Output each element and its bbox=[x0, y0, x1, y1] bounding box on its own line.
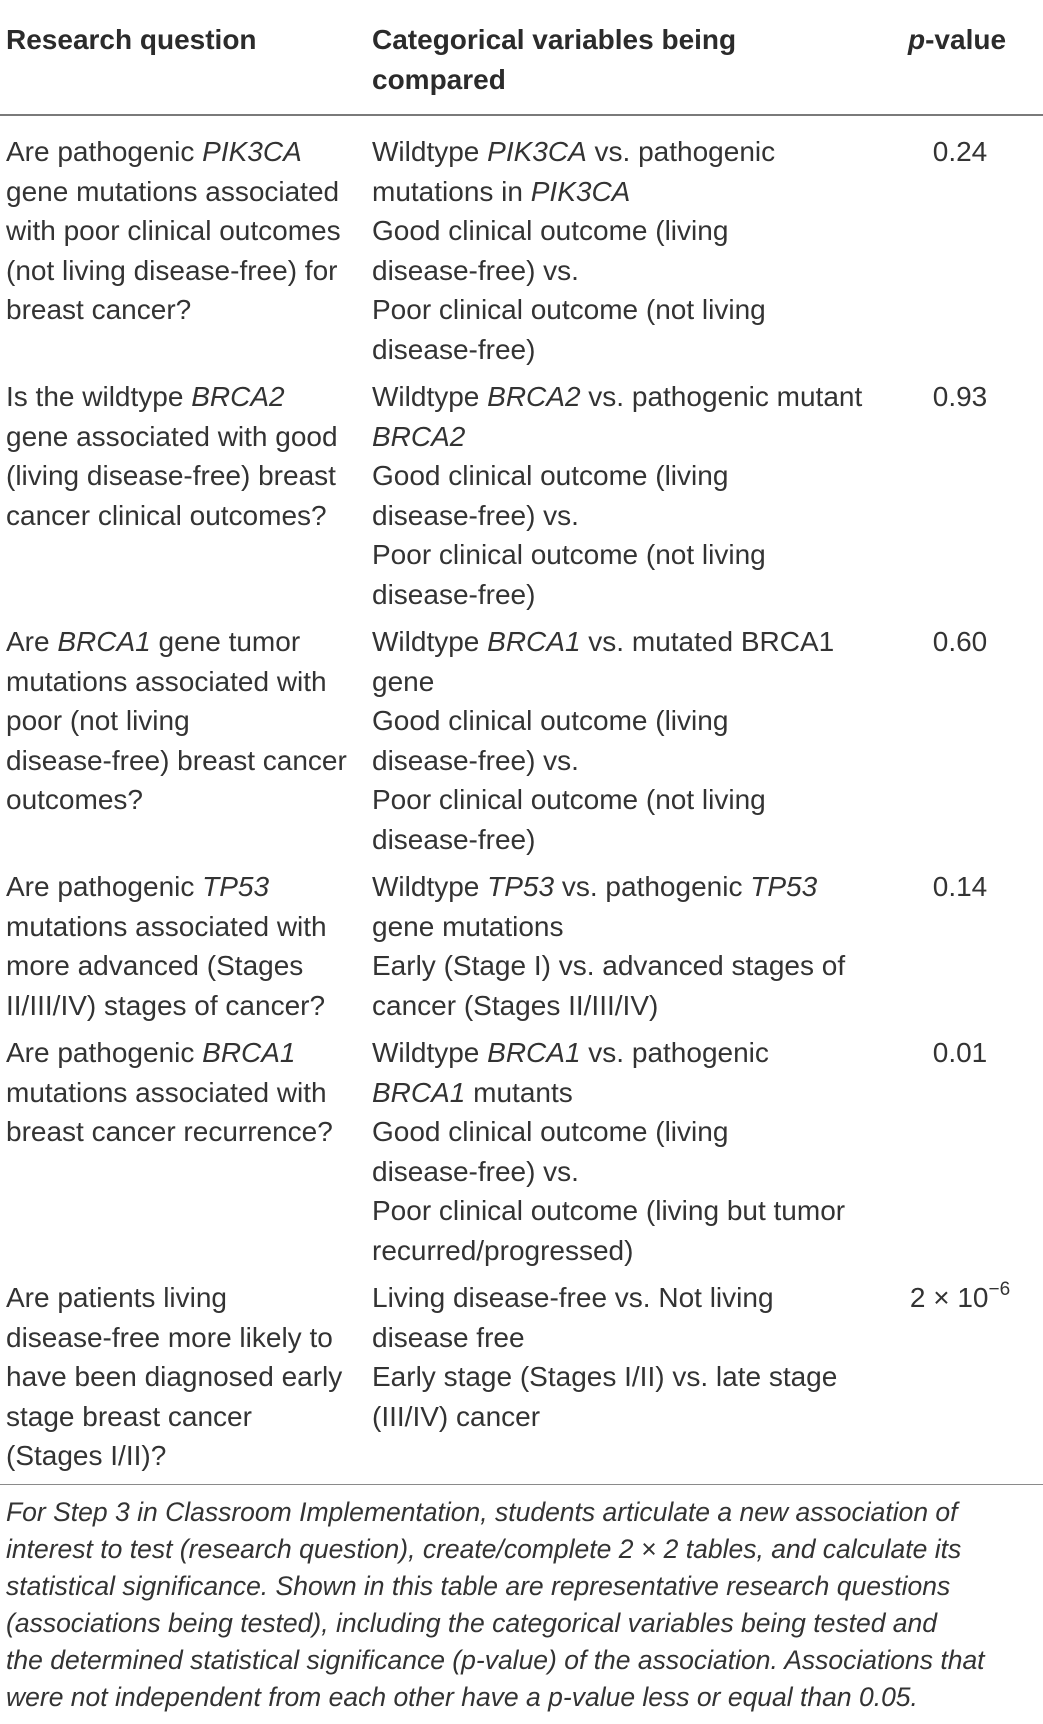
p-value-cell bbox=[900, 1033, 1020, 1073]
header-research-question: Research question bbox=[6, 24, 257, 55]
cell-line bbox=[372, 132, 892, 172]
cell-line bbox=[6, 377, 354, 417]
p-value-cell bbox=[900, 622, 1020, 662]
cell-text: cancer clinical outcomes? bbox=[6, 499, 327, 531]
cell-text: breast cancer recurrence? bbox=[6, 1116, 333, 1147]
cell-line bbox=[372, 1231, 892, 1271]
cell-text: Wildtype bbox=[372, 381, 488, 412]
header-p-italic: p bbox=[908, 24, 926, 55]
cell-line bbox=[6, 1033, 354, 1073]
caption-line: interest to test (research question), create/complete 2 × 2 tables, and calculate its bbox=[6, 1534, 962, 1564]
cell-line bbox=[6, 1073, 354, 1113]
p-value: 0.14 bbox=[932, 871, 988, 902]
cell-line bbox=[6, 867, 354, 907]
cell-text: Good clinical outcome (living bbox=[372, 705, 729, 736]
gene-name: PIK3CA bbox=[202, 136, 302, 167]
cell-text: Are pathogenic bbox=[6, 1037, 203, 1068]
cell-line bbox=[6, 741, 354, 781]
p-value: 0.01 bbox=[932, 1037, 988, 1068]
cell-line bbox=[372, 290, 892, 330]
cell-text: mutants bbox=[465, 1076, 573, 1108]
header-p-value bbox=[908, 20, 1006, 60]
cell-line bbox=[372, 986, 892, 1026]
cell-line bbox=[372, 575, 892, 615]
cell-line bbox=[372, 330, 892, 370]
cell-text: disease-free) vs. bbox=[372, 254, 579, 286]
cell-line bbox=[6, 417, 354, 457]
cell-text: Are pathogenic bbox=[6, 136, 203, 167]
cell-line bbox=[372, 1033, 892, 1073]
cell-line bbox=[372, 496, 892, 536]
cell-line bbox=[372, 1318, 892, 1358]
gene-name: TP53 bbox=[750, 871, 818, 902]
cell-line bbox=[372, 377, 892, 417]
cell-text: Good clinical outcome (living bbox=[372, 1116, 729, 1147]
cell-text: gene bbox=[372, 665, 435, 697]
cell-text: Wildtype bbox=[372, 136, 488, 167]
cell-text: recurred/progressed) bbox=[372, 1234, 634, 1266]
caption-line: the determined statistical significance (p-value) of the association. Associations that bbox=[6, 1645, 985, 1675]
gene-name: BRCA2 bbox=[372, 420, 466, 452]
cell-text: vs. pathogenic mutant bbox=[580, 381, 863, 412]
cell-text: mutations in bbox=[372, 175, 531, 207]
categorical-variables-cell bbox=[372, 1278, 892, 1436]
cell-line bbox=[6, 456, 354, 496]
cell-text: vs. pathogenic bbox=[554, 871, 751, 902]
cell-line bbox=[372, 1112, 892, 1152]
cell-text: mutations associated with bbox=[6, 1076, 327, 1108]
cell-text: disease-free) vs. bbox=[372, 744, 579, 776]
cell-line bbox=[372, 946, 892, 986]
gene-name: BRCA1 bbox=[487, 1037, 581, 1068]
research-question-cell bbox=[6, 132, 354, 330]
cell-text: disease-free) bbox=[372, 333, 536, 365]
cell-line bbox=[372, 1073, 892, 1113]
cell-text: stage breast cancer bbox=[6, 1400, 252, 1432]
cell-text: poor (not living bbox=[6, 705, 190, 736]
cell-line bbox=[6, 701, 354, 741]
cell-text: mutations associated with bbox=[6, 910, 327, 942]
gene-name: TP53 bbox=[487, 871, 555, 902]
gene-name: BRCA1 bbox=[202, 1037, 296, 1068]
caption-line: were not independent from each other have a p-value less or equal than 0.05. bbox=[6, 1682, 918, 1712]
research-question-cell bbox=[6, 867, 354, 1025]
cell-line bbox=[6, 132, 354, 172]
cell-text: breast cancer? bbox=[6, 294, 192, 325]
categorical-variables-cell bbox=[372, 867, 892, 1025]
cell-text: Poor clinical outcome (living but tumor bbox=[372, 1195, 846, 1226]
cell-text: (III/IV) cancer bbox=[372, 1400, 541, 1432]
cell-text: Good clinical outcome (living bbox=[372, 460, 729, 491]
header-line: compared bbox=[372, 64, 506, 95]
gene-name: BRCA1 bbox=[487, 626, 581, 657]
cell-line bbox=[6, 946, 354, 986]
cell-text: Are bbox=[6, 626, 58, 657]
p-value-cell bbox=[900, 132, 1020, 172]
cell-text: Poor clinical outcome (not living bbox=[372, 784, 766, 815]
p-value-exponent: −6 bbox=[988, 1278, 1011, 1300]
cell-line bbox=[372, 456, 892, 496]
cell-line bbox=[6, 211, 354, 251]
cell-line bbox=[6, 1112, 354, 1152]
cell-line bbox=[372, 701, 892, 741]
cell-line bbox=[372, 251, 892, 291]
cell-text: Early stage (Stages I/II) vs. late stage bbox=[372, 1361, 838, 1392]
cell-line bbox=[372, 417, 892, 457]
cell-text: Wildtype bbox=[372, 871, 488, 902]
cell-line bbox=[6, 172, 354, 212]
cell-text: Early (Stage I) vs. advanced stages of bbox=[372, 950, 846, 981]
cell-text: Wildtype bbox=[372, 1037, 488, 1068]
cell-text: outcomes? bbox=[6, 784, 143, 815]
cell-line bbox=[6, 1278, 354, 1318]
cell-line bbox=[372, 820, 892, 860]
cell-text: vs. mutated BRCA1 bbox=[580, 626, 835, 657]
cell-text: disease-free) bbox=[372, 823, 536, 855]
research-question-cell bbox=[6, 1033, 354, 1152]
p-value-cell bbox=[900, 377, 1020, 417]
cell-text: vs. pathogenic bbox=[586, 136, 776, 167]
cell-text: have been diagnosed early bbox=[6, 1361, 343, 1392]
cell-text: gene mutations associated bbox=[6, 175, 340, 207]
cell-line bbox=[372, 535, 892, 575]
header-categorical-variables bbox=[372, 20, 736, 100]
table-bottom-rule bbox=[0, 1484, 1043, 1485]
categorical-variables-cell bbox=[372, 622, 892, 859]
cell-line bbox=[6, 986, 354, 1026]
cell-line bbox=[6, 1436, 354, 1476]
cell-line bbox=[372, 622, 892, 662]
cell-text: Are patients living bbox=[6, 1282, 228, 1313]
cell-text: disease free bbox=[372, 1321, 525, 1353]
header-p-rest: -value bbox=[925, 24, 1007, 55]
header-line: Categorical variables being bbox=[372, 24, 737, 55]
cell-text: (Stages I/II)? bbox=[6, 1440, 167, 1471]
p-value: 0.24 bbox=[932, 136, 988, 167]
cell-text: disease-free) bbox=[372, 578, 536, 610]
cell-line bbox=[6, 1318, 354, 1358]
cell-text: disease-free) breast cancer bbox=[6, 744, 347, 776]
research-question-cell bbox=[6, 377, 354, 535]
cell-line bbox=[372, 1357, 892, 1397]
table-caption bbox=[6, 1494, 1038, 1716]
cell-text: gene mutations bbox=[372, 910, 564, 942]
cell-line bbox=[372, 741, 892, 781]
cell-line bbox=[6, 780, 354, 820]
cell-text: disease-free) vs. bbox=[372, 499, 579, 531]
gene-name: BRCA2 bbox=[191, 381, 285, 412]
cell-line bbox=[372, 172, 892, 212]
cell-text: (living disease-free) breast bbox=[6, 460, 336, 491]
cell-line bbox=[372, 662, 892, 702]
cell-text: Poor clinical outcome (not living bbox=[372, 539, 766, 570]
cell-line bbox=[6, 290, 354, 330]
cell-text: Good clinical outcome (living bbox=[372, 215, 729, 246]
cell-text: vs. pathogenic bbox=[580, 1037, 769, 1068]
cell-line bbox=[6, 1357, 354, 1397]
categorical-variables-cell bbox=[372, 1033, 892, 1270]
cell-text: disease-free more likely to bbox=[6, 1321, 333, 1353]
p-value-cell bbox=[900, 867, 1020, 907]
research-question-cell bbox=[6, 622, 354, 820]
cell-line bbox=[6, 251, 354, 291]
cell-text: more advanced (Stages bbox=[6, 950, 304, 981]
cell-line bbox=[6, 907, 354, 947]
cell-text: Poor clinical outcome (not living bbox=[372, 294, 766, 325]
cell-text: mutations associated with bbox=[6, 665, 327, 697]
gene-name: BRCA2 bbox=[487, 381, 581, 412]
cell-line bbox=[372, 1397, 892, 1437]
cell-line bbox=[372, 1152, 892, 1192]
cell-line bbox=[372, 780, 892, 820]
cell-line bbox=[6, 1397, 354, 1437]
table-header bbox=[0, 18, 1043, 114]
p-value: 2 × 10 bbox=[909, 1282, 989, 1313]
categorical-variables-cell bbox=[372, 377, 892, 614]
cell-text: (not living disease-free) for bbox=[6, 254, 338, 286]
gene-name: BRCA1 bbox=[372, 1076, 466, 1108]
cell-line bbox=[372, 867, 892, 907]
cell-line bbox=[372, 211, 892, 251]
p-value: 0.93 bbox=[932, 381, 988, 412]
research-question-cell bbox=[6, 1278, 354, 1476]
cell-text: gene tumor bbox=[150, 626, 301, 657]
caption-line: For Step 3 in Classroom Implementation, students articulate a new association of bbox=[6, 1497, 958, 1527]
cell-text: II/III/IV) stages of cancer? bbox=[6, 989, 326, 1021]
cell-text: gene associated with good bbox=[6, 420, 338, 452]
gene-name: PIK3CA bbox=[487, 136, 587, 167]
cell-text: with poor clinical outcomes bbox=[6, 215, 341, 246]
caption-line: statistical significance. Shown in this table are representative research questions bbox=[6, 1571, 951, 1601]
gene-name: PIK3CA bbox=[530, 175, 631, 207]
cell-text: Is the wildtype bbox=[6, 381, 192, 412]
p-value: 0.60 bbox=[932, 626, 988, 657]
cell-line bbox=[6, 622, 354, 662]
header-rule bbox=[0, 114, 1043, 116]
gene-name: TP53 bbox=[202, 871, 270, 902]
p-value-cell bbox=[900, 1278, 1020, 1318]
cell-line bbox=[6, 662, 354, 702]
cell-line bbox=[6, 496, 354, 536]
cell-text: Are pathogenic bbox=[6, 871, 203, 902]
cell-text: disease-free) vs. bbox=[372, 1155, 579, 1187]
caption-line: (associations being tested), including the categorical variables being tested and bbox=[6, 1608, 938, 1638]
gene-name: BRCA1 bbox=[57, 626, 151, 657]
cell-line bbox=[372, 1278, 892, 1318]
cell-text: Wildtype bbox=[372, 626, 488, 657]
cell-line bbox=[372, 1191, 892, 1231]
cell-line bbox=[372, 907, 892, 947]
cell-text: cancer (Stages II/III/IV) bbox=[372, 989, 659, 1021]
cell-text: Living disease-free vs. Not living bbox=[372, 1282, 774, 1313]
categorical-variables-cell bbox=[372, 132, 892, 369]
